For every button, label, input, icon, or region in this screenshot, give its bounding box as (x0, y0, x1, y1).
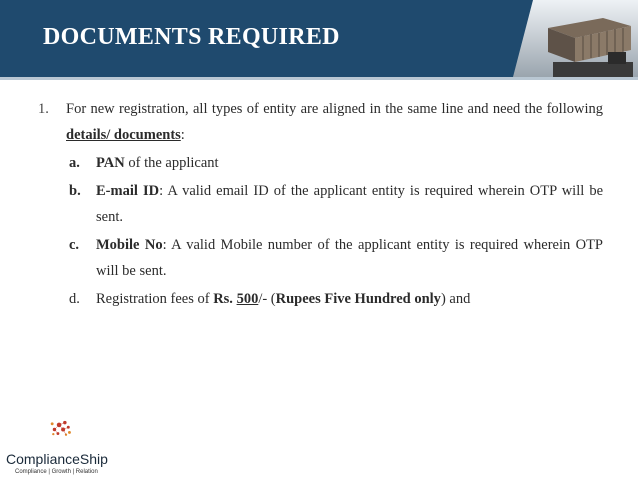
list-item-1 (38, 96, 603, 148)
document-body (38, 96, 603, 312)
details-documents-text: details/ documents (66, 127, 181, 143)
shipping-container-image (513, 0, 638, 77)
sub-item-a: a. PAN of the applicant (69, 155, 219, 171)
sub-item-d: d. Registration fees of Rs. 500/- (Rupees Five Hundred only) and (69, 291, 471, 307)
page-title: DOCUMENTS REQUIRED (43, 24, 340, 50)
list-number: 1. (38, 101, 49, 117)
sub-item-b: b. E-mail ID: A valid email ID of the applicant entity is required wherein OTP will be sent. (69, 183, 603, 225)
sub-item-c: c. Mobile No: A valid Mobile number of the applicant entity is required wherein OTP will be sent. (69, 237, 603, 279)
list-item-text: For new registration, all types of entity are aligned in the same line and need the following details/ documents: (66, 101, 603, 143)
complianceship-logo-icon (6, 418, 126, 452)
logo-name: ComplianceShip (6, 451, 108, 467)
header-divider (0, 77, 638, 80)
logo-tagline: Compliance | Growth | Relation (15, 469, 98, 475)
header-banner (0, 0, 638, 77)
